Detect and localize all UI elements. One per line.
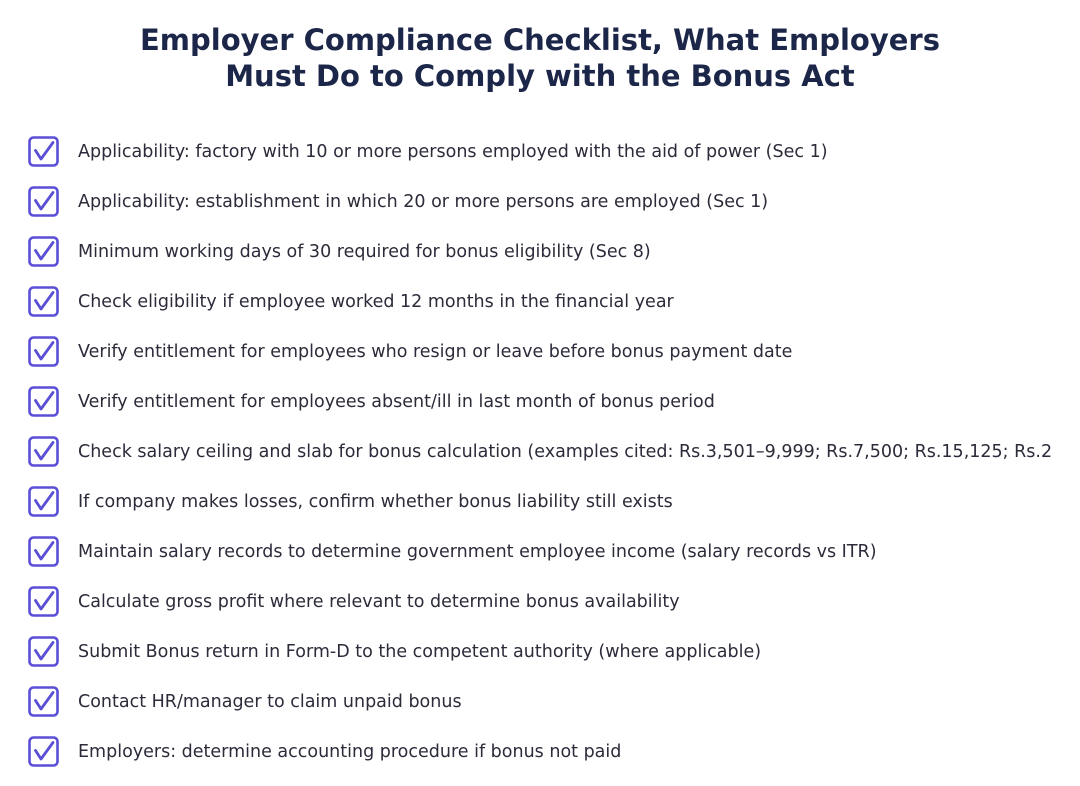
checklist-item: [0, 676, 1080, 726]
checklist-item-label: Applicability: factory with 10 or more persons employed with the aid of power (Sec 1): [78, 142, 828, 162]
checklist-item-label: Calculate gross profit where relevant to determine bonus availability: [78, 592, 680, 612]
checklist-item-label: Submit Bonus return in Form-D to the competent authority (where applicable): [78, 642, 762, 662]
checklist-item: [0, 576, 1080, 626]
checked-checkbox-icon[interactable]: [28, 186, 59, 217]
checklist-item-label: Check salary ceiling and slab for bonus calculation (examples cited: Rs.3,501–9,999; Rs.7,500; Rs.15,125; Rs.2: [78, 442, 1053, 462]
checklist-item-label: Maintain salary records to determine government employee income (salary records vs ITR): [78, 542, 877, 562]
checklist-item-label: Applicability: establishment in which 20 or more persons are employed (Sec 1): [78, 192, 769, 212]
checked-checkbox-icon[interactable]: [28, 336, 59, 367]
checklist-item-label: Verify entitlement for employees absent/ill in last month of bonus period: [78, 392, 715, 412]
page-title-line-1: Employer Compliance Checklist, What Employers: [140, 23, 940, 57]
checked-checkbox-icon[interactable]: [28, 536, 59, 567]
checklist-item-label: Contact HR/manager to claim unpaid bonus: [78, 692, 462, 712]
page-title: [0, 22, 1080, 94]
checked-checkbox-icon[interactable]: [28, 636, 59, 667]
checklist-item: [0, 476, 1080, 526]
checklist-item: [0, 376, 1080, 426]
checked-checkbox-icon[interactable]: [28, 436, 59, 467]
checklist-item-label: If company makes losses, confirm whether bonus liability still exists: [78, 492, 673, 512]
page-title-line-2: Must Do to Comply with the Bonus Act: [225, 59, 855, 93]
checked-checkbox-icon[interactable]: [28, 136, 59, 167]
checklist-item: [0, 126, 1080, 176]
checked-checkbox-icon[interactable]: [28, 236, 59, 267]
checked-checkbox-icon[interactable]: [28, 686, 59, 717]
checked-checkbox-icon[interactable]: [28, 386, 59, 417]
checklist-item: [0, 176, 1080, 226]
checklist-item-label: Employers: determine accounting procedure if bonus not paid: [78, 742, 622, 762]
checked-checkbox-icon[interactable]: [28, 736, 59, 767]
checklist-item: [0, 426, 1080, 476]
checklist-item: [0, 276, 1080, 326]
checklist-item: [0, 626, 1080, 676]
compliance-checklist: [0, 126, 1080, 776]
checked-checkbox-icon[interactable]: [28, 586, 59, 617]
checklist-item-label: Verify entitlement for employees who resign or leave before bonus payment date: [78, 342, 793, 362]
checklist-item-label: Check eligibility if employee worked 12 months in the financial year: [78, 292, 674, 312]
checklist-item-label: Minimum working days of 30 required for bonus eligibility (Sec 8): [78, 242, 651, 262]
checked-checkbox-icon[interactable]: [28, 486, 59, 517]
checklist-item: [0, 726, 1080, 776]
checklist-item: [0, 226, 1080, 276]
checked-checkbox-icon[interactable]: [28, 286, 59, 317]
checklist-item: [0, 326, 1080, 376]
checklist-item: [0, 526, 1080, 576]
